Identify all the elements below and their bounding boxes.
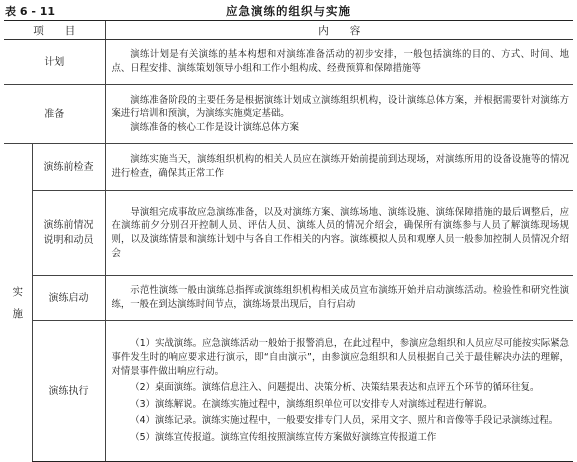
row-content-start [105, 276, 573, 321]
row-prep [4, 85, 573, 144]
header-row [4, 21, 573, 40]
check-text: 演练实施当天，演练组织机构的相关人员应在演练开始前提前到达现场，对演练所用的设备设施等的情况进行检查，确保其正常工作 [111, 154, 569, 179]
start-text: 示范性演练一般由演练总指挥或演练组织机构相关成员宣布演练开始并启动演练活动。检验性和研究性演练，一般在到达演练时间节点，演练场景出现后，自行启动 [111, 285, 569, 310]
impl-label-char-1: 实 [12, 285, 23, 298]
table-caption [4, 2, 573, 20]
plan-text: 演练计划是有关演练的基本构想和对演练准备活动的初步安排，一般包括演练的目的、方式、时间、地点、日程安排、演练策划领导小组和工作小组构成、经费预算和保障措施等 [111, 49, 569, 74]
row-content-plan [105, 40, 573, 85]
row-label-prep: 准备 [4, 85, 105, 144]
row-check [4, 144, 573, 191]
row-content-exec [105, 321, 573, 462]
exec-item: （4）演练记录。演练实施过程中，一般要安排专门人员，采用文字、照片和音像等手段记录演练过程。 [130, 415, 559, 427]
row-exec [4, 321, 573, 462]
row-start [4, 276, 573, 321]
exec-item: （2）桌面演练。演练信息注入、问题提出、决策分析、决策结果表达和点评五个环节的循环往复。 [130, 382, 540, 394]
row-label-check: 演练前检查 [32, 144, 105, 191]
prep-text-2: 演练准备的核心工作是设计演练总体方案 [130, 121, 300, 133]
table-number: 表 6 - 11 [5, 5, 56, 18]
exec-item: （5）演练宣传报道。演练宣传组按照演练宣传方案做好演练宣传报道工作 [130, 431, 437, 443]
header-content: 内 容 [105, 21, 573, 40]
row-content-prep [105, 85, 573, 144]
row-content-brief [105, 191, 573, 276]
brief-text: 导演组完成事故应急演练准备，以及对演练方案、演练场地、演练设施、演练保障措施的最后调整后，应在演练前夕分别召开控制人员、评估人员、演练人员的情况介绍会，确保所有演练参与人员了解演练现场规则，以及演练情景和演练计划中与各自工作相关的内容。演练模拟人员和观摩人员一般参加控制人员情况介绍会 [111, 206, 569, 259]
impl-label-char-2: 施 [12, 307, 23, 320]
impl-side-label [4, 144, 32, 462]
emergency-drill-table [4, 20, 573, 462]
exec-item: （3）演练解说。在演练实施过程中，演练组织单位可以安排专人对演练过程进行解说。 [130, 398, 493, 410]
row-label-start: 演练启动 [32, 276, 105, 321]
row-content-check [105, 144, 573, 191]
row-label-brief [32, 191, 105, 276]
prep-text-1: 演练准备阶段的主要任务是根据演练计划成立演练组织机构，设计演练总体方案，并根据需要针对演练方案进行培训和预演，为演练实施奠定基础。 [111, 94, 569, 120]
row-label-plan: 计划 [44, 56, 65, 68]
table-title: 应急演练的组织与实施 [226, 4, 351, 18]
row-label-exec: 演练执行 [32, 321, 105, 462]
header-item: 项 目 [4, 21, 105, 40]
row-plan [4, 40, 573, 85]
row-brief [4, 191, 573, 276]
exec-item: （1）实战演练。应急演练活动一般始于报警消息，在此过程中，参演应急组织和人员应尽可能按实际紧急事件发生时的响应要求进行演示，即“自由演示”，由参演应急组织和人员根据自己关于最佳解决办法的理解，对情景事件做出响应行动。 [111, 338, 569, 377]
brief-label-line1: 演练前情况 [43, 220, 94, 231]
brief-label-line2: 说明和动员 [43, 235, 94, 246]
